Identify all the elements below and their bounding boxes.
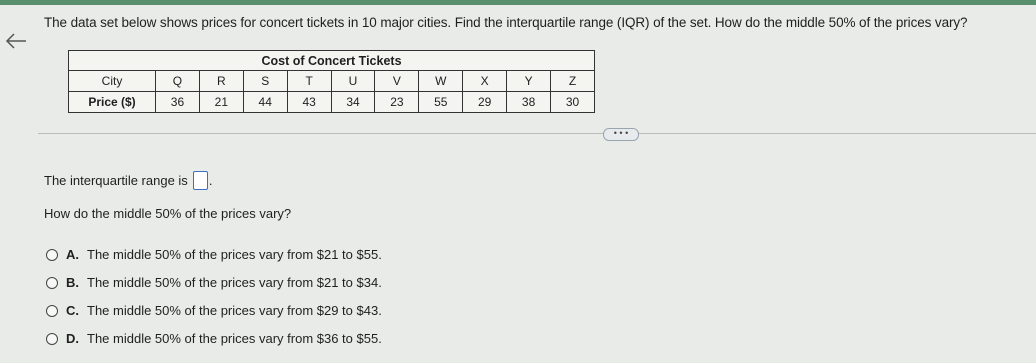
more-button[interactable]: • • • bbox=[603, 128, 639, 141]
price-cell: 34 bbox=[331, 92, 375, 113]
city-cell: V bbox=[375, 71, 419, 92]
iqr-answer-input[interactable] bbox=[193, 171, 208, 190]
iqr-suffix: . bbox=[208, 173, 213, 188]
city-cell: X bbox=[463, 71, 507, 92]
option-text: The middle 50% of the prices vary from $21 to $55. bbox=[87, 247, 382, 262]
radio-button[interactable] bbox=[46, 305, 58, 317]
back-arrow-icon[interactable] bbox=[2, 30, 28, 52]
option-d[interactable] bbox=[46, 331, 382, 346]
city-cell: Z bbox=[551, 71, 595, 92]
city-cell: T bbox=[287, 71, 331, 92]
option-a[interactable] bbox=[46, 247, 382, 262]
table-row bbox=[69, 71, 595, 92]
city-cell: Q bbox=[156, 71, 200, 92]
iqr-prompt: The interquartile range is bbox=[44, 173, 188, 188]
city-cell: U bbox=[331, 71, 375, 92]
option-text: The middle 50% of the prices vary from $21 to $34. bbox=[87, 275, 382, 290]
row-label-price: Price ($) bbox=[69, 92, 156, 113]
price-cell: 21 bbox=[199, 92, 243, 113]
radio-button[interactable] bbox=[46, 333, 58, 345]
city-cell: W bbox=[419, 71, 463, 92]
price-cell: 43 bbox=[287, 92, 331, 113]
price-cell: 44 bbox=[243, 92, 287, 113]
radio-button[interactable] bbox=[46, 277, 58, 289]
price-cell: 38 bbox=[507, 92, 551, 113]
option-letter: C. bbox=[66, 303, 79, 318]
top-accent-bar bbox=[0, 0, 1036, 5]
price-cell: 36 bbox=[156, 92, 200, 113]
option-c[interactable] bbox=[46, 303, 382, 318]
table-caption: Cost of Concert Tickets bbox=[69, 51, 595, 71]
radio-button[interactable] bbox=[46, 249, 58, 261]
city-cell: Y bbox=[507, 71, 551, 92]
option-letter: A. bbox=[66, 247, 79, 262]
city-cell: S bbox=[243, 71, 287, 92]
section-divider bbox=[38, 133, 1036, 134]
price-cell: 30 bbox=[551, 92, 595, 113]
city-cell: R bbox=[199, 71, 243, 92]
option-b[interactable] bbox=[46, 275, 382, 290]
concert-tickets-table bbox=[68, 50, 595, 113]
price-cell: 29 bbox=[463, 92, 507, 113]
row-label-city: City bbox=[69, 71, 156, 92]
option-letter: B. bbox=[66, 275, 79, 290]
table-row bbox=[69, 92, 595, 113]
option-letter: D. bbox=[66, 331, 79, 346]
price-cell: 55 bbox=[419, 92, 463, 113]
sub-question: How do the middle 50% of the prices vary? bbox=[44, 206, 292, 221]
price-cell: 23 bbox=[375, 92, 419, 113]
iqr-question bbox=[44, 171, 212, 190]
option-text: The middle 50% of the prices vary from $36 to $55. bbox=[87, 331, 382, 346]
question-text: The data set below shows prices for concert tickets in 10 major cities. Find the interquartile range (IQR) of the set. How do the middle 50% of the prices vary? bbox=[44, 15, 968, 30]
option-text: The middle 50% of the prices vary from $29 to $43. bbox=[87, 303, 382, 318]
